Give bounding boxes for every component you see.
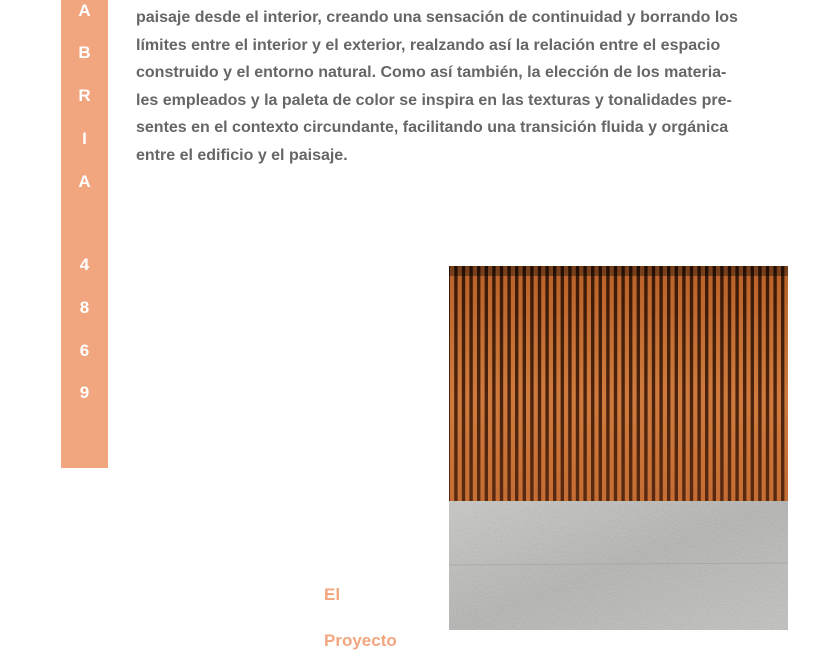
paragraph-line: límites entre el interior y el exterior, realzando así la relación entre el espacio (136, 36, 721, 54)
wood-slat (556, 266, 560, 501)
paragraph-line: les empleados y la paleta de color se inspira en las texturas y tonalidades pre- (136, 91, 732, 109)
wood-slat (670, 266, 674, 501)
strip-letter: 4 (79, 255, 90, 274)
wood-slat (739, 266, 743, 501)
paragraph-line: sentes en el contexto circundante, facilitando una transición fluida y orgánica (136, 119, 729, 136)
body-paragraph (136, 4, 816, 169)
wood-slat (594, 266, 598, 501)
section-heading (324, 572, 397, 664)
wood-slat (503, 266, 507, 501)
strip-letter: B (78, 43, 91, 62)
section-heading-line: El (324, 585, 341, 604)
wood-slat (564, 266, 568, 501)
wood-slats-graphic (449, 266, 788, 501)
wood-slat (496, 266, 500, 501)
wood-slat (526, 266, 530, 501)
wood-slat (473, 266, 477, 501)
wood-slat (480, 266, 484, 501)
wood-slat (465, 266, 469, 501)
wood-slat (762, 266, 766, 501)
wood-slat (648, 266, 652, 501)
wood-slat (610, 266, 614, 501)
wood-slat (655, 266, 659, 501)
wood-slat (693, 266, 697, 501)
wood-slat (541, 266, 545, 501)
strip-letter: A (78, 1, 91, 20)
wood-slat (572, 266, 576, 501)
wood-slat (632, 266, 636, 501)
wood-slat (663, 266, 667, 501)
strip-letter: 9 (79, 383, 90, 402)
wood-slat (450, 266, 454, 501)
concrete-texture-image (449, 501, 788, 630)
strip-letter: 6 (79, 341, 90, 360)
wood-slat (640, 266, 644, 501)
paragraph-line: paisaje desde el interior, creando una sensación de continuidad y borrando los (136, 9, 738, 26)
paragraph-line: construido y el entorno natural. Como así también, la elección de los materia- (136, 64, 727, 81)
wood-slat (518, 266, 522, 501)
wood-slat (731, 266, 735, 501)
strip-letter: R (78, 86, 91, 105)
wood-slat (549, 266, 553, 501)
wood-slat (754, 266, 758, 501)
wood-slats-image (449, 266, 788, 501)
wood-slat (534, 266, 538, 501)
vertical-title-strip (61, 0, 108, 468)
wood-slat (724, 266, 728, 501)
wood-slat (769, 266, 773, 501)
section-heading-line: Proyecto (324, 631, 397, 650)
strip-letter: A (78, 172, 91, 191)
strip-letter: 8 (79, 298, 90, 317)
wood-slat (587, 266, 591, 501)
wood-slat (488, 266, 492, 501)
paragraph-line: entre el edificio y el paisaje. (136, 146, 348, 164)
concrete-texture-graphic (449, 501, 788, 630)
wood-slat (784, 266, 788, 501)
strip-letter: I (82, 129, 87, 148)
wood-slat (511, 266, 515, 501)
wood-slat (579, 266, 583, 501)
wood-slat (678, 266, 682, 501)
wood-slat (617, 266, 621, 501)
wood-slat (602, 266, 606, 501)
wood-slat (716, 266, 720, 501)
wood-slat (777, 266, 781, 501)
wood-slat (746, 266, 750, 501)
wood-slat (625, 266, 629, 501)
wood-slat (701, 266, 705, 501)
wood-slat (458, 266, 462, 501)
wood-slat (708, 266, 712, 501)
wood-slat (686, 266, 690, 501)
